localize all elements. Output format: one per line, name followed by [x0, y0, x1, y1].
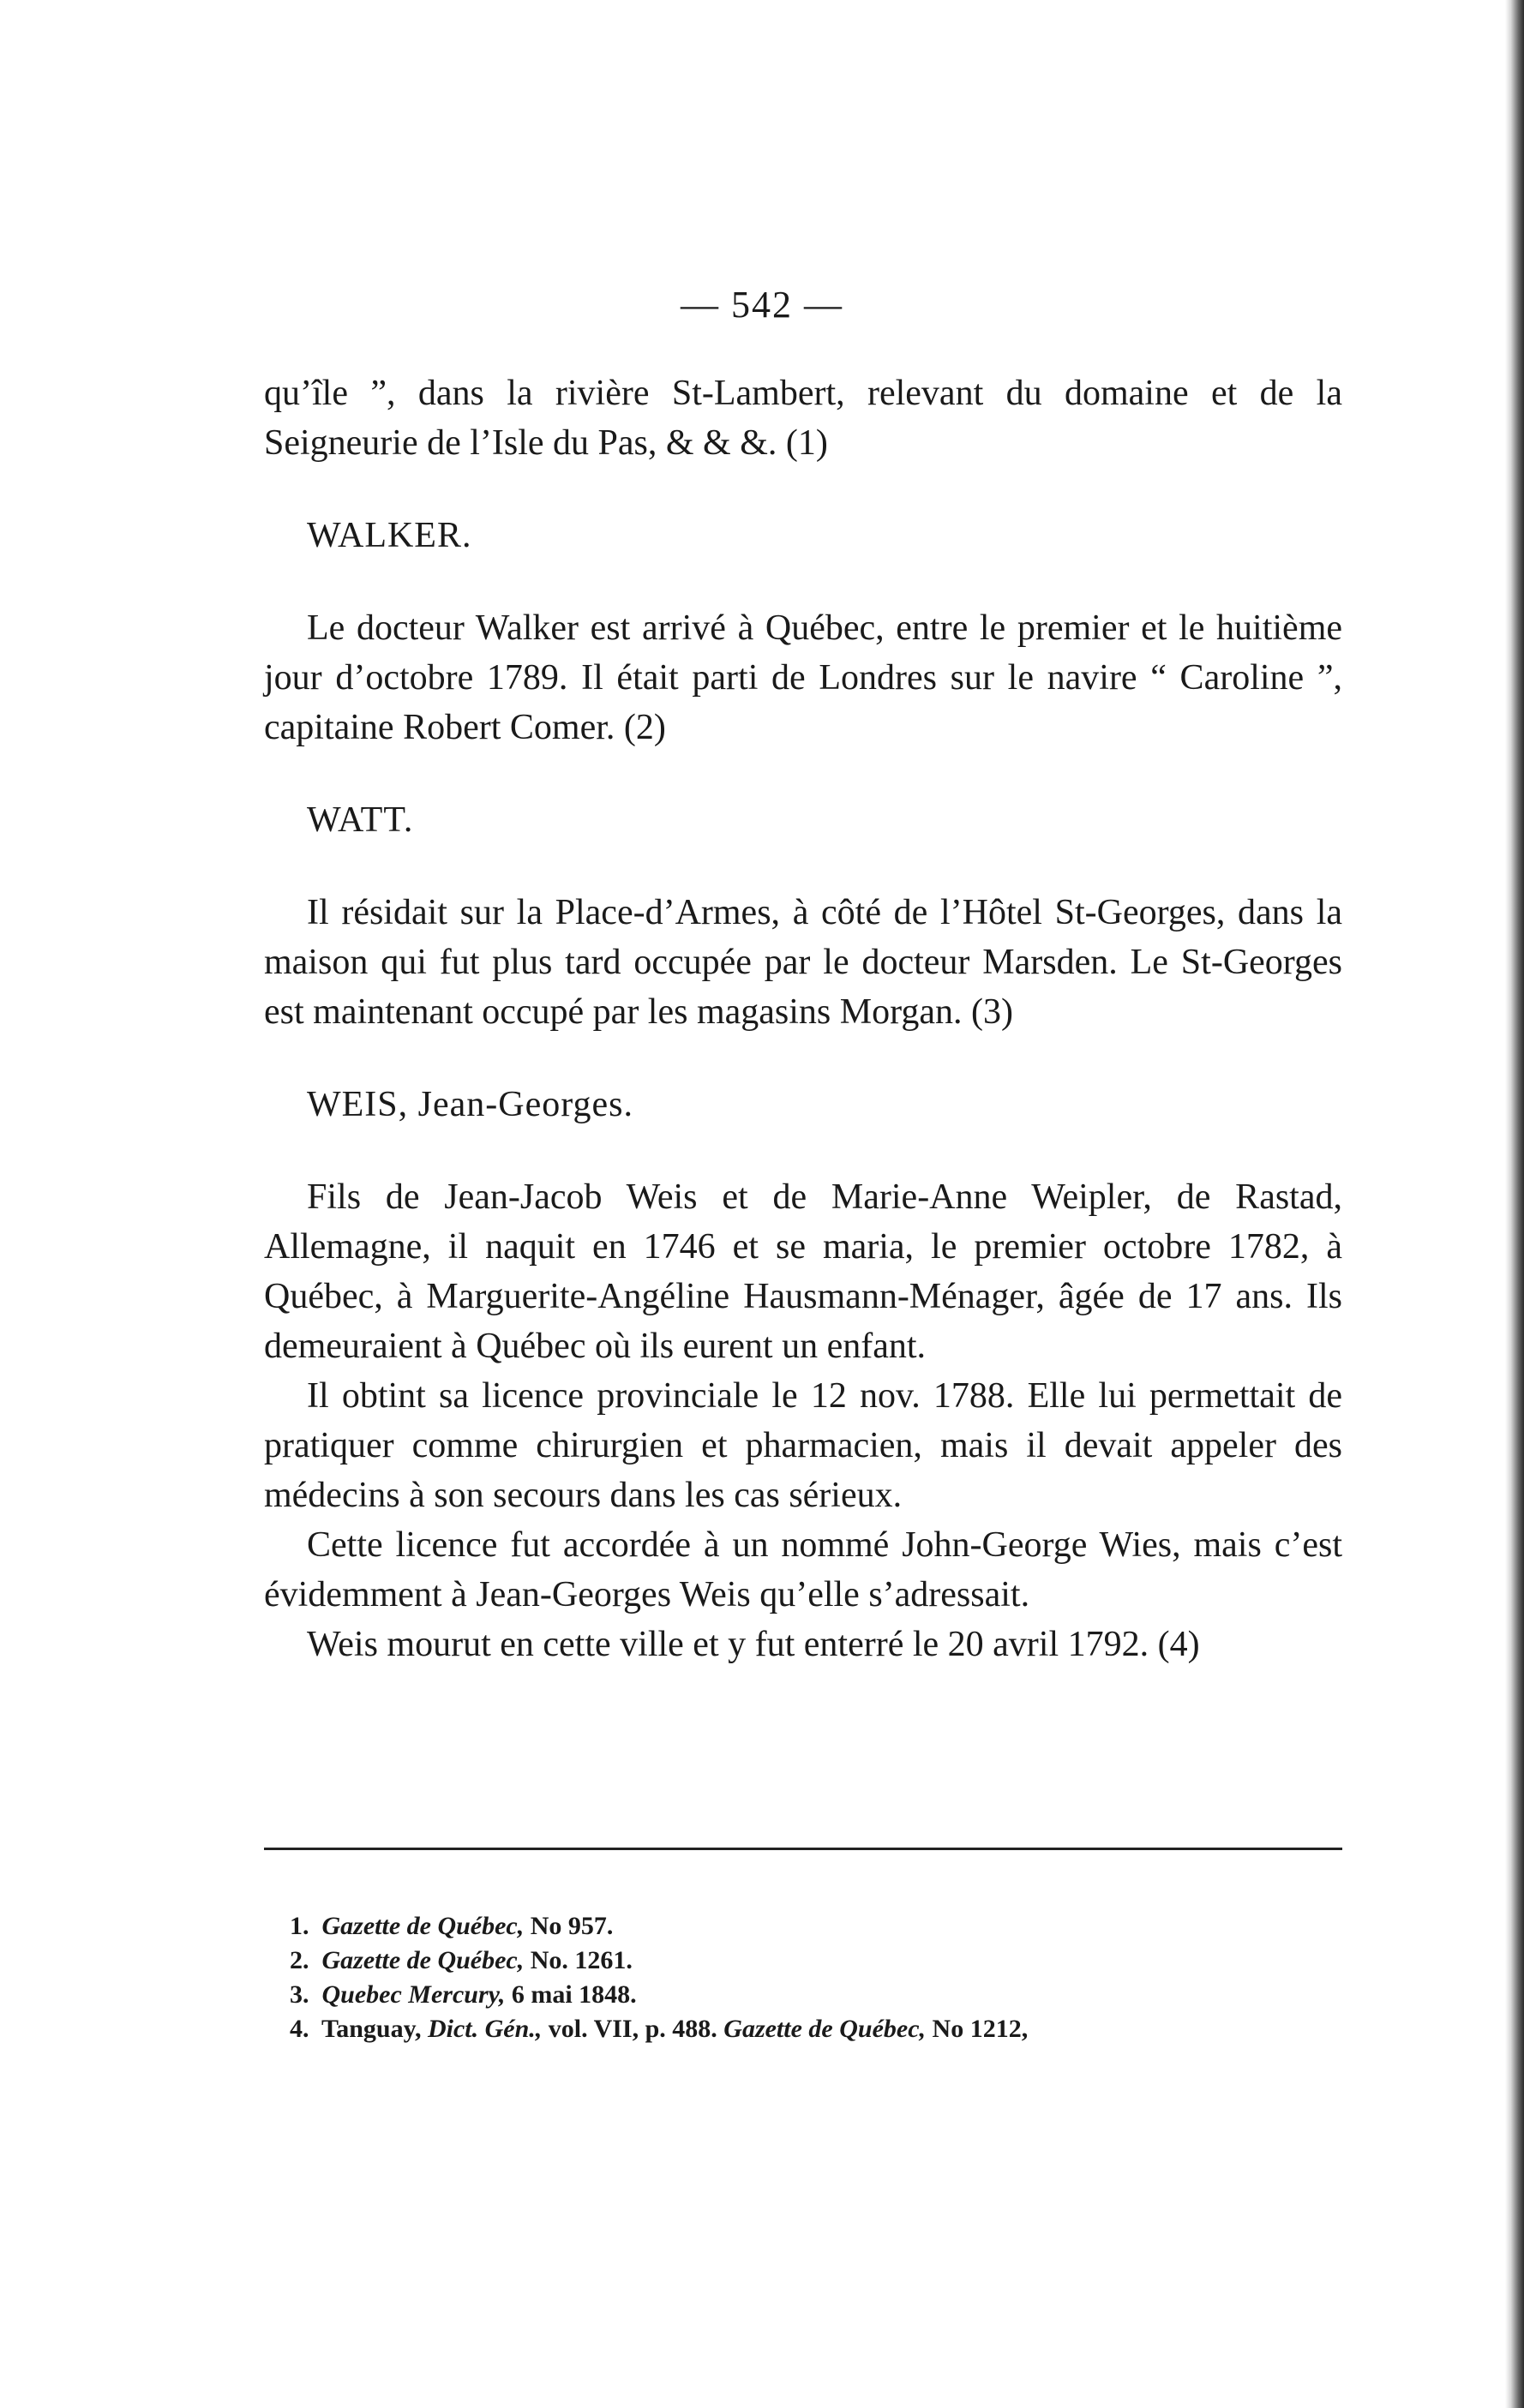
paragraph-weis-3: Cette licence fut accordée à un nommé John-George Wies, mais c’est évidemment à Jean-Georges Weis qu’elle s’adressait. — [264, 1525, 1342, 1614]
main-text — [264, 368, 1342, 1669]
footnote-number: 2. — [290, 1946, 309, 1974]
footnote-number: 4. — [290, 2015, 309, 2043]
footnote-3 — [290, 1978, 1344, 2012]
footnote-source-title: Quebec Mercury, — [321, 1980, 506, 2009]
paragraph-watt: Il résidait sur la Place-d’Armes, à côté de l’Hôtel St-Georges, dans la maison qui fut plus tard occupée par le docteur Marsden. Le St-Georges est maintenant occupé par les magasins Morgan. (3) — [264, 893, 1342, 1032]
paragraph-weis-1: Fils de Jean-Jacob Weis et de Marie-Anne Weipler, de Rastad, Allemagne, il naquit en 1746 et se maria, le premier octobre 1782, à Québec, à Marguerite-Angéline Hausmann-Ménager, âgée de 17 ans. Ils demeuraient à Québec où ils eurent un enfant. — [264, 1177, 1342, 1366]
section-heading-weis: WEIS, Jean-Georges. — [307, 1085, 633, 1124]
footnote-source-title-2: Gazette de Québec, — [723, 2015, 927, 2043]
footnote-reference: No 957. — [524, 1912, 614, 1940]
footnote-prefix: Tanguay, — [321, 2015, 428, 2043]
paragraph-weis-2: Il obtint sa licence provinciale le 12 nov. 1788. Elle lui permettait de pratiquer comme chirurgien et pharmacien, mais il devait appeler des médecins à son secours dans les cas sérieux. — [264, 1376, 1342, 1515]
footnote-4 — [290, 2012, 1344, 2046]
paragraph-continuation: qu’île ”, dans la rivière St-Lambert, relevant du domaine et de la Seigneurie de l’Isle du Pas, & & &. (1) — [264, 374, 1342, 463]
footnote-2 — [290, 1944, 1344, 1978]
footnote-number: 1. — [290, 1912, 309, 1940]
footnotes — [290, 1909, 1344, 2046]
page-number: — 542 — — [681, 284, 843, 326]
footnote-reference-2: No 1212, — [926, 2015, 1029, 2043]
section-heading-walker: WALKER. — [307, 516, 472, 555]
paragraph-walker: Le docteur Walker est arrivé à Québec, entre le premier et le huitième jour d’octobre 1789. Il était parti de Londres sur le navire “ Caroline ”, capitaine Robert Comer. (2) — [264, 608, 1342, 747]
section-heading-watt: WATT. — [307, 800, 414, 840]
footnote-reference: No. 1261. — [524, 1946, 633, 1974]
footnote-source-title: Dict. Gén., — [427, 2015, 543, 2043]
footnote-divider — [264, 1848, 1342, 1850]
footnote-source-title: Gazette de Québec, — [321, 1912, 525, 1940]
page-binding-edge — [1505, 0, 1524, 2408]
footnote-source-title: Gazette de Québec, — [321, 1946, 525, 1974]
footnote-reference: 6 mai 1848. — [505, 1980, 637, 2009]
footnote-1 — [290, 1909, 1344, 1944]
footnote-reference: vol. VII, p. 488. — [542, 2015, 724, 2043]
paragraph-weis-4: Weis mourut en cette ville et y fut enterré le 20 avril 1792. (4) — [307, 1625, 1200, 1664]
footnote-number: 3. — [290, 1980, 309, 2009]
